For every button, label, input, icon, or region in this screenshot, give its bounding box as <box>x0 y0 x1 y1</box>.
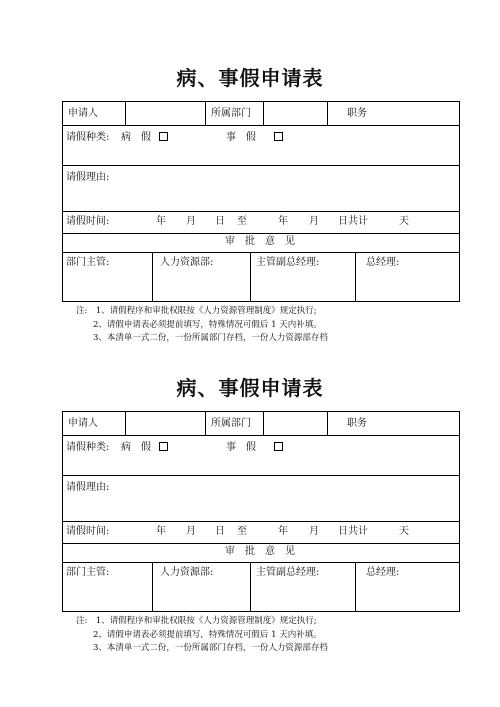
form-title: 病、事假申请表 <box>176 66 324 90</box>
col-divider <box>327 412 328 435</box>
sick-leave-checkbox[interactable] <box>159 132 168 141</box>
col-divider <box>250 252 251 302</box>
start-month-label: 月 <box>186 526 196 537</box>
total-label: 日共计 <box>338 526 368 537</box>
dept-head-label: 部门主管: <box>66 567 110 578</box>
col-divider <box>125 412 126 435</box>
sick-leave-label: 病 假 <box>121 442 151 453</box>
row-divider <box>63 125 459 126</box>
row-divider <box>63 543 459 544</box>
personal-leave-checkbox[interactable] <box>274 442 283 451</box>
row-divider <box>63 475 459 476</box>
to-label: 至 <box>237 526 247 537</box>
row-divider <box>63 211 459 212</box>
row-divider <box>63 435 459 436</box>
col-divider <box>355 252 356 302</box>
note-line: 3、本清单一式二份，一份所属部门存档，一份人力资源部存档 <box>93 643 328 653</box>
total-label: 日共计 <box>338 216 368 227</box>
deputy-gm-label: 主管副总经理: <box>256 567 320 578</box>
sick-leave-label: 病 假 <box>121 132 151 143</box>
col-divider <box>263 102 264 125</box>
sick-leave-checkbox[interactable] <box>159 442 168 451</box>
position-label: 职务 <box>347 108 367 119</box>
position-label: 职务 <box>347 418 367 429</box>
form-table <box>62 411 460 612</box>
start-year-label: 年 <box>156 216 166 227</box>
department-label: 所属部门 <box>211 108 251 119</box>
row-divider <box>63 165 459 166</box>
col-divider <box>205 412 206 435</box>
deputy-gm-label: 主管副总经理: <box>256 257 320 268</box>
note-line: 2、请假申请表必须提前填写，特殊情况可假后 1 天内补填。 <box>93 629 322 640</box>
col-divider <box>152 562 153 612</box>
start-year-label: 年 <box>156 526 166 537</box>
personal-leave-label: 事 假 <box>226 132 256 143</box>
end-year-label: 年 <box>278 216 288 227</box>
applicant-label: 申请人 <box>68 108 98 119</box>
form-notes <box>76 615 328 656</box>
applicant-label: 申请人 <box>68 418 98 429</box>
dept-head-label: 部门主管: <box>66 257 110 268</box>
row-divider <box>63 252 459 253</box>
gm-label: 总经理: <box>366 567 400 578</box>
leave-type-label: 请假种类: <box>66 442 110 453</box>
hr-label: 人力资源部: <box>160 567 214 578</box>
col-divider <box>125 102 126 125</box>
reason-label: 请假理由: <box>66 482 110 493</box>
hr-label: 人力资源部: <box>160 257 214 268</box>
row-divider <box>63 233 459 234</box>
days-label: 天 <box>399 216 409 227</box>
end-month-label: 月 <box>309 216 319 227</box>
col-divider <box>152 252 153 302</box>
start-day-label: 日 <box>215 216 225 227</box>
form-title: 病、事假申请表 <box>176 376 324 400</box>
leave-time-label: 请假时间: <box>66 216 110 227</box>
end-year-label: 年 <box>278 526 288 537</box>
personal-leave-checkbox[interactable] <box>274 132 283 141</box>
personal-leave-label: 事 假 <box>226 442 256 453</box>
to-label: 至 <box>237 216 247 227</box>
note-line: 3、本清单一式二份，一份所属部门存档，一份人力资源部存档 <box>93 333 328 343</box>
col-divider <box>205 102 206 125</box>
approval-header: 审 批 意 见 <box>225 546 295 557</box>
note-line: 2、请假申请表必须提前填写，特殊情况可假后 1 天内补填。 <box>93 319 322 330</box>
start-day-label: 日 <box>215 526 225 537</box>
approval-header: 审 批 意 见 <box>225 236 295 247</box>
days-label: 天 <box>399 526 409 537</box>
department-label: 所属部门 <box>211 418 251 429</box>
form-table <box>62 101 460 302</box>
gm-label: 总经理: <box>366 257 400 268</box>
col-divider <box>250 562 251 612</box>
note-line: 注: 1、请假程序和审批权限按《人力资源管理制度》规定执行; <box>76 306 317 316</box>
reason-label: 请假理由: <box>66 172 110 183</box>
start-month-label: 月 <box>186 216 196 227</box>
leave-time-label: 请假时间: <box>66 526 110 537</box>
col-divider <box>263 412 264 435</box>
row-divider <box>63 521 459 522</box>
col-divider <box>327 102 328 125</box>
end-month-label: 月 <box>309 526 319 537</box>
leave-type-label: 请假种类: <box>66 132 110 143</box>
row-divider <box>63 562 459 563</box>
note-line: 注: 1、请假程序和审批权限按《人力资源管理制度》规定执行; <box>76 616 317 626</box>
col-divider <box>355 562 356 612</box>
leave-form-2 <box>0 310 500 664</box>
